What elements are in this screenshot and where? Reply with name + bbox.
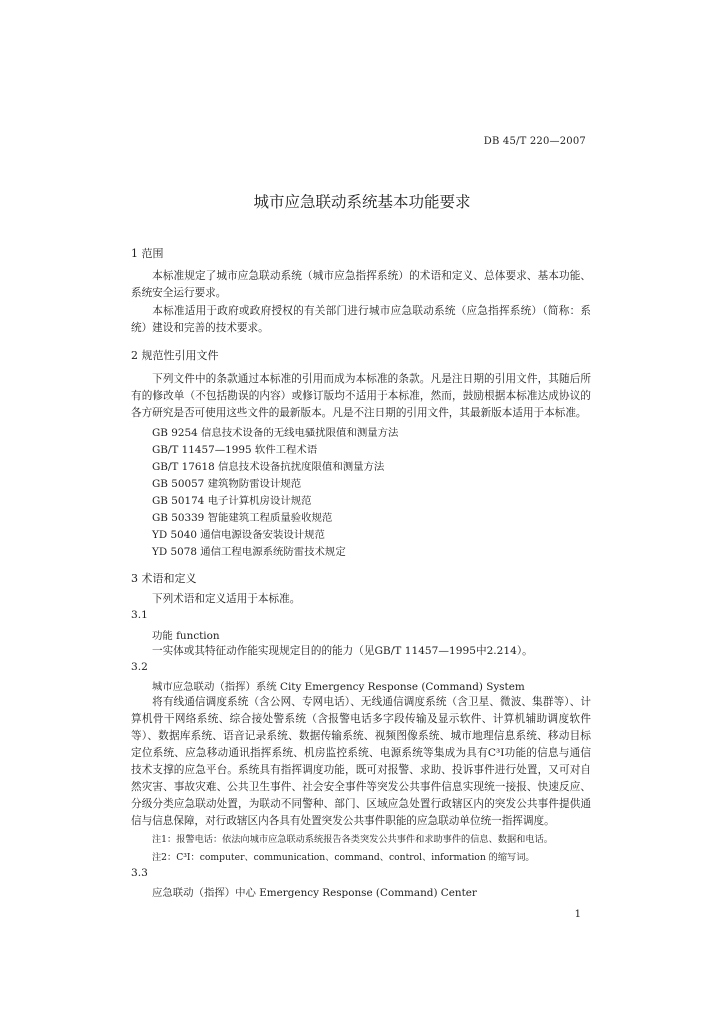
- section-3-intro-text: 下列术语和定义适用于本标准。: [152, 593, 301, 605]
- note-2: 注2：C³I：computer、communication、command、control、information 的缩写词。: [152, 852, 535, 863]
- reference-item: GB/T 17618 信息技术设备抗扰度限值和测量方法: [152, 461, 385, 473]
- page-title: 城市应急联动系统基本功能要求: [253, 193, 471, 211]
- reference-item: GB 9254 信息技术设备的无线电骚扰限值和测量方法: [152, 427, 399, 439]
- section-3-intro: [131, 591, 591, 608]
- section-1-paragraph-2-text: 本标准适用于政府或政府授权的有关部门进行城市应急联动系统（应急指挥系统）（简称：系统）建设和完善的技术要求。: [131, 305, 591, 334]
- term-definition-text: 将有线通信调度系统（含公网、专网电话）、无线通信调度系统（含卫星、微波、集群等）、计算机骨干网络系统、综合接处警系统（含报警电话多字段传输及显示软件、计算机辅助调度软件等）、数据库系统、语音记录系统、数据传输系统、视频图像系统、城市地理信息系统、移动目标定位系统、应急移动通讯指挥系统、机房监控系统、电源系统等集成为具有C³I功能的信息与通信技术支撑的应急平台。系统具有指挥调度功能，既可对报警、求助、投诉事件进行处置，又可对自然灾害、事故灾难、公共卫生事件、社会安全事件等突发公共事件信息实现统一接报、快速反应、分级分类应急联动处置，为联动不同警种、部门、区域应急处置行政辖区内的突发公共事件提供通信与信息保障，对行政辖区内各具有处置突发公共事件职能的应急联动单位统一指挥调度。: [131, 696, 591, 827]
- term-title: 应急联动（指挥）中心 Emergency Response (Command) Center: [152, 887, 477, 899]
- section-1-heading: 1 范围: [131, 247, 164, 260]
- term-number: 3.3: [131, 867, 148, 879]
- section-2-paragraph-text: 下列文件中的条款通过本标准的引用而成为本标准的条款。凡是注日期的引用文件，其随后所有的修改单（不包括勘误的内容）或修订版均不适用于本标准，然而，鼓励根据本标准达成协议的各方研究是否可使用这些文件的最新版本。凡是不注日期的引用文件，其最新版本适用于本标准。: [131, 373, 591, 419]
- term-number: 3.1: [131, 609, 148, 621]
- section-1-paragraph-1-text: 本标准规定了城市应急联动系统（城市应急指挥系统）的术语和定义、总体要求、基本功能、系统安全运行要求。: [131, 270, 591, 299]
- reference-item: GB 50174 电子计算机房设计规范: [152, 495, 312, 507]
- section-2-heading: 2 规范性引用文件: [131, 349, 219, 362]
- section-1-paragraph-2: [131, 303, 591, 337]
- term-title: 城市应急联动（指挥）系统 City Emergency Response (Command) System: [152, 681, 525, 693]
- reference-item: YD 5078 通信工程电源系统防雷技术规定: [152, 546, 346, 558]
- section-3-heading: 3 术语和定义: [131, 572, 197, 585]
- document-number: DB 45/T 220—2007: [483, 136, 586, 147]
- term-definition-text: 一实体或其特征动作能实现规定目的的能力（见GB/T 11457—1995中2.214）。: [152, 645, 533, 657]
- reference-item: GB/T 11457—1995 软件工程术语: [152, 444, 318, 456]
- section-2-paragraph: [131, 371, 591, 422]
- term-definition: [131, 643, 591, 660]
- reference-item: GB 50057 建筑物防雷设计规范: [152, 478, 302, 490]
- term-number: 3.2: [131, 661, 148, 673]
- section-1-paragraph-1: [131, 268, 591, 302]
- reference-item: YD 5040 通信电源设备安装设计规范: [152, 529, 325, 541]
- term-definition: [131, 694, 591, 830]
- page-number: 1: [574, 909, 581, 920]
- term-title: 功能 function: [152, 630, 220, 642]
- reference-item: GB 50339 智能建筑工程质量验收规范: [152, 512, 333, 524]
- note-1: 注1：报警电话：依法向城市应急联动系统报告各类突发公共事件和求助事件的信息、数据和电话。: [152, 834, 553, 845]
